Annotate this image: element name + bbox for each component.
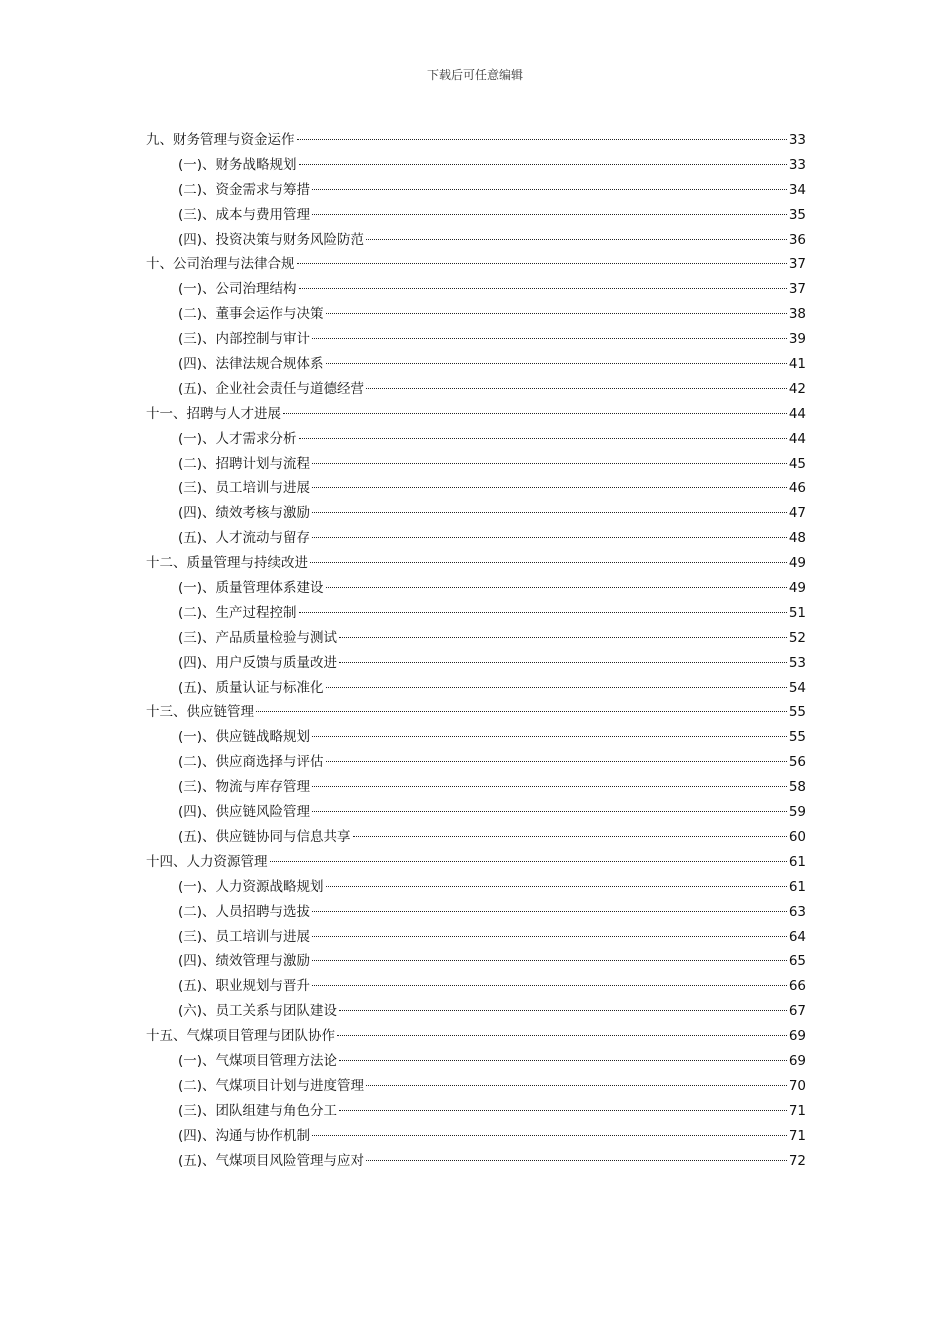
toc-page-number: 33 <box>788 156 806 173</box>
toc-entry-title: (四)、绩效管理与激励 <box>178 953 311 970</box>
toc-entry-title: 十四、人力资源管理 <box>146 853 268 870</box>
toc-page-number: 37 <box>788 281 806 298</box>
toc-page-number: 69 <box>788 1052 806 1069</box>
toc-dot-leader <box>366 387 787 389</box>
toc-dot-leader <box>366 1159 787 1161</box>
toc-page-number: 65 <box>788 953 806 970</box>
toc-dot-leader <box>312 810 787 812</box>
toc-section-entry[interactable] <box>146 601 806 626</box>
toc-page-number: 44 <box>788 405 806 422</box>
toc-page-number: 70 <box>788 1077 806 1094</box>
toc-page-number: 56 <box>788 754 806 771</box>
toc-dot-leader <box>299 611 787 613</box>
toc-section-entry[interactable] <box>146 800 806 825</box>
toc-dot-leader <box>299 437 787 439</box>
toc-page-number: 71 <box>788 1127 806 1144</box>
toc-dot-leader <box>312 536 787 538</box>
toc-page-number: 60 <box>788 828 806 845</box>
toc-entry-title: (四)、用户反馈与质量改进 <box>178 654 338 671</box>
toc-entry-title: (二)、资金需求与筹措 <box>178 181 311 198</box>
toc-section-entry[interactable] <box>146 974 806 999</box>
toc-dot-leader <box>312 735 787 737</box>
toc-dot-leader <box>339 1109 787 1111</box>
toc-dot-leader <box>326 686 787 688</box>
toc-page-number: 35 <box>788 206 806 223</box>
toc-entry-title: (一)、质量管理体系建设 <box>178 580 324 597</box>
toc-entry-title: (五)、职业规划与晋升 <box>178 978 311 995</box>
toc-entry-title: (二)、董事会运作与决策 <box>178 306 324 323</box>
toc-section-entry[interactable] <box>146 775 806 800</box>
toc-entry-title: (五)、供应链协同与信息共享 <box>178 828 351 845</box>
toc-section-entry[interactable] <box>146 526 806 551</box>
toc-dot-leader <box>297 262 787 264</box>
toc-dot-leader <box>326 586 787 588</box>
toc-entry-title: (二)、招聘计划与流程 <box>178 455 311 472</box>
toc-page-number: 69 <box>788 1028 806 1045</box>
toc-entry-title: 十二、质量管理与持续改进 <box>146 555 308 572</box>
toc-dot-leader <box>339 1059 787 1061</box>
toc-page-number: 72 <box>788 1152 806 1169</box>
toc-entry-title: 十一、招聘与人才进展 <box>146 405 281 422</box>
toc-entry-title: (三)、团队组建与角色分工 <box>178 1102 338 1119</box>
toc-entry-title: (四)、沟通与协作机制 <box>178 1127 311 1144</box>
toc-entry-title: (五)、质量认证与标准化 <box>178 679 324 696</box>
toc-page-number: 55 <box>788 729 806 746</box>
toc-section-entry[interactable] <box>146 178 806 203</box>
toc-entry-title: 十三、供应链管理 <box>146 704 254 721</box>
toc-page-number: 44 <box>788 430 806 447</box>
toc-entry-title: (二)、生产过程控制 <box>178 604 297 621</box>
toc-dot-leader <box>353 835 787 837</box>
toc-entry-title: (一)、气煤项目管理方法论 <box>178 1052 338 1069</box>
toc-entry-title: (一)、公司治理结构 <box>178 281 297 298</box>
toc-page-number: 67 <box>788 1003 806 1020</box>
toc-dot-leader <box>312 462 787 464</box>
toc-chapter-entry[interactable] <box>146 700 806 725</box>
toc-page-number: 38 <box>788 306 806 323</box>
toc-dot-leader <box>339 1009 787 1011</box>
toc-section-entry[interactable] <box>146 750 806 775</box>
toc-page-number: 51 <box>788 604 806 621</box>
toc-section-entry[interactable] <box>146 476 806 501</box>
toc-page-number: 42 <box>788 380 806 397</box>
toc-entry-title: (四)、绩效考核与激励 <box>178 505 311 522</box>
toc-entry-title: (三)、员工培训与进展 <box>178 480 311 497</box>
toc-dot-leader <box>312 984 787 986</box>
toc-dot-leader <box>312 785 787 787</box>
toc-page-number: 54 <box>788 679 806 696</box>
toc-page-number: 48 <box>788 530 806 547</box>
toc-section-entry[interactable] <box>146 576 806 601</box>
toc-page-number: 37 <box>788 256 806 273</box>
toc-entry-title: (三)、物流与库存管理 <box>178 779 311 796</box>
toc-dot-leader <box>312 935 787 937</box>
toc-dot-leader <box>312 1134 787 1136</box>
toc-chapter-entry[interactable] <box>146 252 806 277</box>
toc-page-number: 64 <box>788 928 806 945</box>
page-header: 下载后可任意编辑 <box>426 68 523 82</box>
toc-dot-leader <box>339 636 787 638</box>
toc-section-entry[interactable] <box>146 900 806 925</box>
toc-dot-leader <box>299 287 787 289</box>
toc-page-number: 41 <box>788 356 806 373</box>
toc-entry-title: 十、公司治理与法律合规 <box>146 256 295 273</box>
toc-section-entry[interactable] <box>146 725 806 750</box>
toc-entry-title: (二)、气煤项目计划与进度管理 <box>178 1077 365 1094</box>
toc-page-number: 45 <box>788 455 806 472</box>
toc-chapter-entry[interactable] <box>146 402 806 427</box>
toc-chapter-entry[interactable] <box>146 128 806 153</box>
toc-entry-title: 九、财务管理与资金运作 <box>146 132 295 148</box>
toc-dot-leader <box>326 885 787 887</box>
toc-dot-leader <box>256 710 787 712</box>
toc-entry-title: (四)、供应链风险管理 <box>178 804 311 821</box>
toc-dot-leader <box>270 860 787 862</box>
toc-page-number: 46 <box>788 480 806 497</box>
toc-section-entry[interactable] <box>146 427 806 452</box>
toc-page-number: 34 <box>788 181 806 198</box>
toc-dot-leader <box>312 213 787 215</box>
toc-entry-title: 十五、气煤项目管理与团队协作 <box>146 1028 335 1045</box>
toc-section-entry[interactable] <box>146 302 806 327</box>
toc-dot-leader <box>312 511 787 513</box>
toc-dot-leader <box>297 138 787 140</box>
toc-page-number: 36 <box>788 231 806 248</box>
table-of-contents <box>146 128 806 1173</box>
toc-section-entry[interactable] <box>146 203 806 228</box>
toc-chapter-entry[interactable] <box>146 551 806 576</box>
toc-section-entry[interactable] <box>146 651 806 676</box>
toc-dot-leader <box>366 238 787 240</box>
toc-section-entry[interactable] <box>146 1099 806 1124</box>
toc-dot-leader <box>299 163 787 165</box>
toc-entry-title: (一)、供应链战略规划 <box>178 729 311 746</box>
toc-section-entry[interactable] <box>146 277 806 302</box>
toc-dot-leader <box>312 959 787 961</box>
toc-page-number: 55 <box>788 704 806 721</box>
toc-page-number: 39 <box>788 331 806 348</box>
toc-dot-leader <box>312 910 787 912</box>
toc-entry-title: (二)、供应商选择与评估 <box>178 754 324 771</box>
toc-section-entry[interactable] <box>146 875 806 900</box>
toc-page-number: 66 <box>788 978 806 995</box>
toc-section-entry[interactable] <box>146 1149 806 1174</box>
toc-entry-title: (二)、人员招聘与选拔 <box>178 903 311 920</box>
toc-page-number: 52 <box>788 629 806 646</box>
toc-section-entry[interactable] <box>146 153 806 178</box>
toc-section-entry[interactable] <box>146 1049 806 1074</box>
toc-entry-title: (四)、法律法规合规体系 <box>178 356 324 373</box>
toc-dot-leader <box>326 760 787 762</box>
toc-dot-leader <box>339 661 787 663</box>
toc-section-entry[interactable] <box>146 327 806 352</box>
toc-section-entry[interactable] <box>146 626 806 651</box>
toc-entry-title: (一)、人才需求分析 <box>178 430 297 447</box>
toc-entry-title: (五)、气煤项目风险管理与应对 <box>178 1152 365 1169</box>
toc-dot-leader <box>366 1084 787 1086</box>
toc-page-number: 58 <box>788 779 806 796</box>
toc-dot-leader <box>326 312 787 314</box>
toc-section-entry[interactable] <box>146 825 806 850</box>
toc-section-entry[interactable] <box>146 949 806 974</box>
toc-page-number: 63 <box>788 903 806 920</box>
toc-page-number: 59 <box>788 804 806 821</box>
toc-section-entry[interactable] <box>146 452 806 477</box>
toc-dot-leader <box>312 486 787 488</box>
toc-entry-title: (五)、企业社会责任与道德经营 <box>178 380 365 397</box>
toc-dot-leader <box>326 362 787 364</box>
toc-section-entry[interactable] <box>146 925 806 950</box>
toc-entry-title: (五)、人才流动与留存 <box>178 530 311 547</box>
toc-entry-title: (一)、财务战略规划 <box>178 156 297 173</box>
toc-entry-title: (三)、成本与费用管理 <box>178 206 311 223</box>
toc-entry-title: (六)、员工关系与团队建设 <box>178 1003 338 1020</box>
toc-section-entry[interactable] <box>146 228 806 253</box>
toc-page-number: 47 <box>788 505 806 522</box>
toc-dot-leader <box>283 412 787 414</box>
toc-dot-leader <box>312 337 787 339</box>
toc-entry-title: (三)、产品质量检验与测试 <box>178 629 338 646</box>
toc-page-number: 53 <box>788 654 806 671</box>
toc-dot-leader <box>310 561 787 563</box>
toc-page-number: 49 <box>788 555 806 572</box>
toc-section-entry[interactable] <box>146 352 806 377</box>
toc-entry-title: (三)、内部控制与审计 <box>178 331 311 348</box>
toc-section-entry[interactable] <box>146 501 806 526</box>
toc-entry-title: (三)、员工培训与进展 <box>178 928 311 945</box>
toc-page-number: 61 <box>788 878 806 895</box>
toc-entry-title: (一)、人力资源战略规划 <box>178 878 324 895</box>
toc-page-number: 49 <box>788 580 806 597</box>
toc-section-entry[interactable] <box>146 1124 806 1149</box>
toc-page-number: 71 <box>788 1102 806 1119</box>
toc-dot-leader <box>312 188 787 190</box>
toc-dot-leader <box>337 1034 787 1036</box>
toc-chapter-entry[interactable] <box>146 1024 806 1049</box>
toc-section-entry[interactable] <box>146 676 806 701</box>
toc-entry-title: (四)、投资决策与财务风险防范 <box>178 231 365 248</box>
toc-page-number: 61 <box>788 853 806 870</box>
toc-section-entry[interactable] <box>146 377 806 402</box>
toc-section-entry[interactable] <box>146 999 806 1024</box>
toc-section-entry[interactable] <box>146 1074 806 1099</box>
toc-chapter-entry[interactable] <box>146 850 806 875</box>
toc-page-number: 33 <box>788 132 806 148</box>
